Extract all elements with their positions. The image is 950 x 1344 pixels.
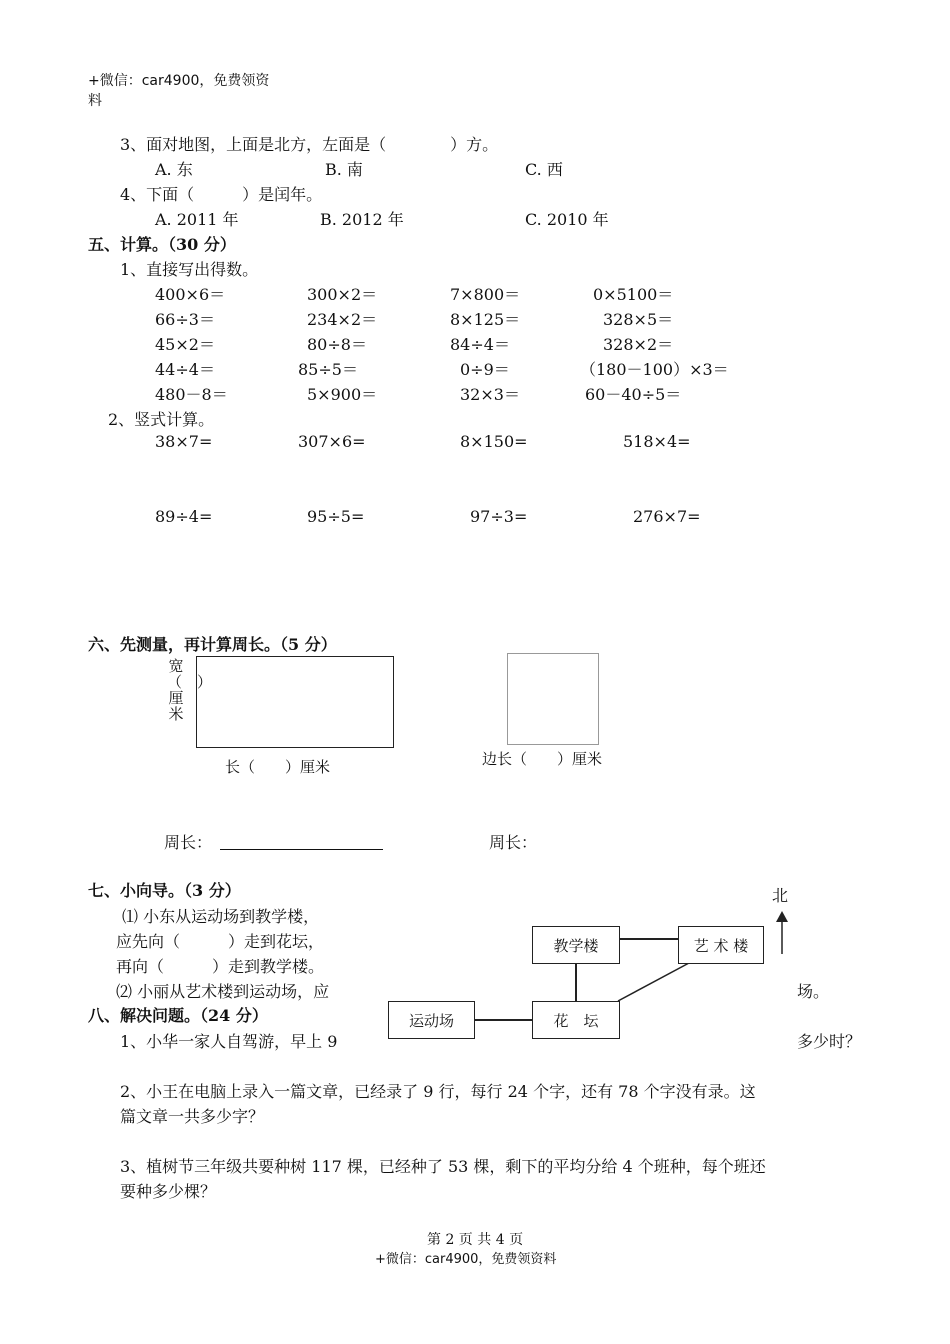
calc-cell: 84÷4＝ [450, 335, 510, 354]
problem-1-end: 多少时？ [797, 1032, 862, 1051]
section-5-title: 五、计算。（30 分） [88, 235, 236, 254]
section-7-line1: ⑴ 小东从运动场到教学楼， [122, 907, 320, 926]
question-3-option-b: B. 南 [325, 160, 363, 179]
section-6-title: 六、先测量，再计算周长。（5 分） [88, 635, 337, 654]
north-label: 北 [772, 886, 789, 905]
vertical-calc-cell: 276×7= [633, 507, 701, 526]
section-7-line2: 应先向（ ）走到花坛， [116, 932, 325, 951]
vertical-calc-cell: 38×7= [155, 432, 213, 451]
perimeter-answer-line[interactable] [220, 849, 383, 850]
section-5-sub1: 1、直接写出得数。 [120, 260, 259, 279]
calc-cell: 45×2＝ [155, 335, 215, 354]
calc-cell: 32×3＝ [460, 385, 520, 404]
calc-cell: 0÷9＝ [460, 360, 510, 379]
vertical-calc-cell: 8×150= [460, 432, 528, 451]
page-number: 第 2 页 共 4 页 [427, 1232, 524, 1248]
problem-3-line2: 要种多少棵？ [120, 1182, 217, 1201]
calc-cell: 8×125＝ [450, 310, 521, 329]
section-8-title: 八、解决问题。（24 分） [88, 1006, 268, 1025]
calc-cell: 5×900＝ [307, 385, 378, 404]
problem-1-text: 1、小华一家人自驾游，早上 9 [120, 1032, 338, 1051]
map-line-sports-garden [474, 1019, 533, 1021]
perimeter-label-2: 周长： [489, 833, 538, 852]
map-node-flower-garden: 花 坛 [532, 1001, 620, 1039]
vertical-calc-cell: 95÷5= [307, 507, 365, 526]
calc-cell: 234×2＝ [307, 310, 378, 329]
calc-cell: 85÷5＝ [298, 360, 358, 379]
problem-3-line1: 3、植树节三年级共要种树 117 棵，已经种了 53 棵，剩下的平均分给 4 个班种，每个班还 [120, 1157, 766, 1176]
footer-watermark: +微信：car4900，免费领资料 [375, 1252, 557, 1267]
calc-cell: 480－8＝ [155, 385, 228, 404]
section-5-sub2: 2、竖式计算。 [108, 410, 215, 429]
header-watermark-line1: +微信：car4900，免费领资 [88, 73, 270, 89]
section-7-line4: ⑵ 小丽从艺术楼到运动场，应 [116, 982, 330, 1001]
calc-cell: 44÷4＝ [155, 360, 215, 379]
calc-cell: 60－40÷5＝ [585, 385, 682, 404]
question-4-option-b: B. 2012 年 [320, 210, 404, 229]
vertical-calc-cell: 307×6= [298, 432, 366, 451]
question-3-option-c: C. 西 [525, 160, 563, 179]
rectangle-width-label: 宽（ ）厘米 [167, 657, 213, 723]
vertical-calc-cell: 97÷3= [470, 507, 528, 526]
question-3-text: 3、面对地图，上面是北方，左面是（ ）方。 [120, 135, 499, 154]
calc-cell: 0×5100＝ [593, 285, 674, 304]
calc-cell: （180－100）×3＝ [580, 360, 729, 379]
question-4-option-a: A. 2011 年 [155, 210, 239, 229]
question-4-text: 4、下面（ ）是闰年。 [120, 185, 323, 204]
perimeter-label-1: 周长： [164, 833, 213, 852]
calc-cell: 400×6＝ [155, 285, 226, 304]
map-line-teaching-garden [575, 964, 577, 1002]
map-line-garden-art [617, 962, 697, 1002]
calc-cell: 328×2＝ [603, 335, 674, 354]
question-3-option-a: A. 东 [155, 160, 193, 179]
section-7-line3: 再向（ ）走到教学楼。 [116, 957, 325, 976]
problem-2-line1: 2、小王在电脑上录入一篇文章，已经录了 9 行，每行 24 个字，还有 78 个字没有录。这 [120, 1082, 756, 1101]
section-7-line4-end: 场。 [797, 982, 830, 1001]
measure-rectangle [196, 656, 394, 748]
calc-cell: 80÷8＝ [307, 335, 367, 354]
calc-cell: 7×800＝ [450, 285, 521, 304]
calc-cell: 328×5＝ [603, 310, 674, 329]
header-watermark-line2: 料 [88, 93, 102, 109]
map-node-sports-field: 运动场 [388, 1001, 475, 1039]
question-4-option-c: C. 2010 年 [525, 210, 609, 229]
north-arrow-icon [774, 910, 790, 956]
map-line-teaching-art [619, 938, 679, 940]
calc-cell: 66÷3＝ [155, 310, 215, 329]
section-7-title: 七、小向导。（3 分） [88, 881, 241, 900]
vertical-calc-cell: 89÷4= [155, 507, 213, 526]
map-node-teaching-building: 教学楼 [532, 926, 620, 964]
square-side-label: 边长（ ）厘米 [482, 750, 603, 768]
map-node-art-building: 艺 术 楼 [678, 926, 764, 964]
rectangle-length-label: 长（ ）厘米 [225, 758, 331, 776]
measure-square [507, 653, 599, 745]
problem-2-line2: 篇文章一共多少字？ [120, 1107, 265, 1126]
calc-cell: 300×2＝ [307, 285, 378, 304]
vertical-calc-cell: 518×4= [623, 432, 691, 451]
